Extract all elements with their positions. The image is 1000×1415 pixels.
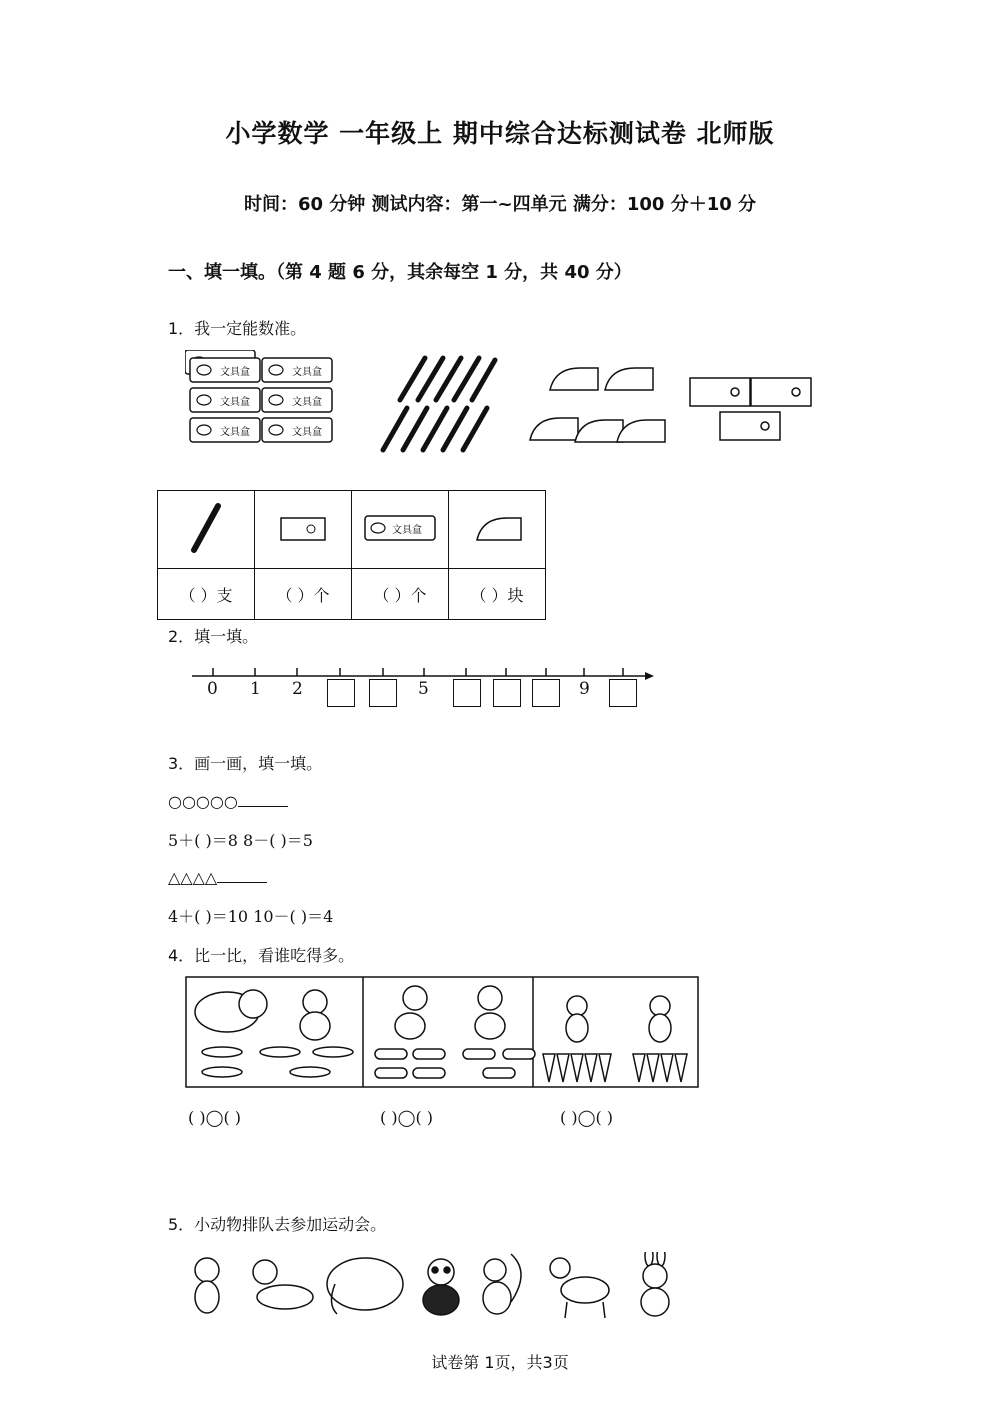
question-3-text: 3．画一画，填一填。	[168, 754, 323, 773]
box-label-6: 文具盒	[292, 427, 322, 438]
pencil-box-icon	[362, 508, 438, 548]
answer-pencils[interactable]: （ ）支	[158, 569, 255, 620]
pencil-icon	[186, 498, 226, 558]
blank-box-4[interactable]	[369, 679, 397, 707]
sharpener-icon	[273, 508, 333, 548]
q1-items-illustration	[185, 350, 825, 460]
box-label-1: 文具盒	[220, 367, 250, 378]
rabbit-icon	[641, 1252, 669, 1316]
circles-row	[168, 790, 288, 811]
q5-animal-queue	[185, 1252, 685, 1322]
section-heading: 一、填一填。（第 4 题 6 分，其余每空 1 分，共 40 分）	[168, 262, 632, 283]
compare-cats[interactable]: ( )◯( )	[188, 1108, 242, 1127]
triangles-drawing-blank[interactable]	[217, 866, 267, 883]
circles-shapes: ○○○○○	[168, 792, 238, 811]
sharpener-cell	[255, 491, 352, 569]
elephant-icon	[327, 1258, 403, 1314]
pencil-box-cell	[352, 491, 449, 569]
compare-rabbits[interactable]: ( )◯( )	[560, 1108, 614, 1127]
tick-label-1: 1	[250, 679, 261, 699]
equation-row-2: 4＋( )＝10 10－( )＝4	[168, 907, 334, 926]
q1-count-table	[157, 490, 546, 620]
blank-box-6[interactable]	[453, 679, 481, 707]
panda-icon	[423, 1259, 459, 1315]
pencil-group	[383, 358, 495, 450]
compare-dogs[interactable]: ( )◯( )	[380, 1108, 434, 1127]
tick-label-5: 5	[418, 679, 429, 699]
blank-box-10[interactable]	[609, 679, 637, 707]
answer-erasers[interactable]: （ ）块	[449, 569, 546, 620]
tick-label-2: 2	[292, 679, 303, 699]
horse-icon	[550, 1258, 609, 1318]
q4-compare-illustration	[185, 976, 700, 1091]
box-label-4: 文具盒	[292, 397, 322, 408]
page-title: 小学数学 一年级上 期中综合达标测试卷 北师版	[225, 119, 775, 148]
equation-row-1: 5＋( )＝8 8－( )＝5	[168, 831, 313, 850]
sharpener-group	[690, 378, 811, 440]
blank-box-7[interactable]	[493, 679, 521, 707]
page-footer: 试卷第 1页，共3页	[431, 1353, 569, 1372]
blank-box-8[interactable]	[532, 679, 560, 707]
table-box-label: 文具盒	[392, 524, 422, 536]
box-label-5: 文具盒	[220, 427, 250, 438]
triangles-row	[168, 866, 267, 887]
question-5-text: 5．小动物排队去参加运动会。	[168, 1215, 387, 1234]
blank-box-3[interactable]	[327, 679, 355, 707]
dog-icon	[253, 1260, 313, 1309]
tick-label-9: 9	[579, 679, 590, 699]
triangles-shapes: △△△△	[168, 868, 218, 887]
squirrel-icon	[483, 1254, 521, 1314]
question-2-text: 2．填一填。	[168, 627, 259, 646]
monkey-icon	[195, 1258, 219, 1313]
page-subtitle: 时间：60 分钟 测试内容：第一~四单元 满分：100 分＋10 分	[243, 194, 757, 215]
pencil-cell	[158, 491, 255, 569]
tick-label-0: 0	[207, 679, 218, 699]
answer-sharpeners[interactable]: （ ）个	[255, 569, 352, 620]
circles-drawing-blank[interactable]	[238, 790, 288, 807]
box-label-2: 文具盒	[292, 367, 322, 378]
answer-pencil-boxes[interactable]: （ ）个	[352, 569, 449, 620]
eraser-group	[530, 368, 665, 442]
question-1-text: 1．我一定能数准。	[168, 319, 307, 338]
eraser-cell	[449, 491, 546, 569]
box-label-3: 文具盒	[220, 397, 250, 408]
question-4-text: 4．比一比，看谁吃得多。	[168, 946, 355, 965]
eraser-icon	[467, 508, 527, 548]
